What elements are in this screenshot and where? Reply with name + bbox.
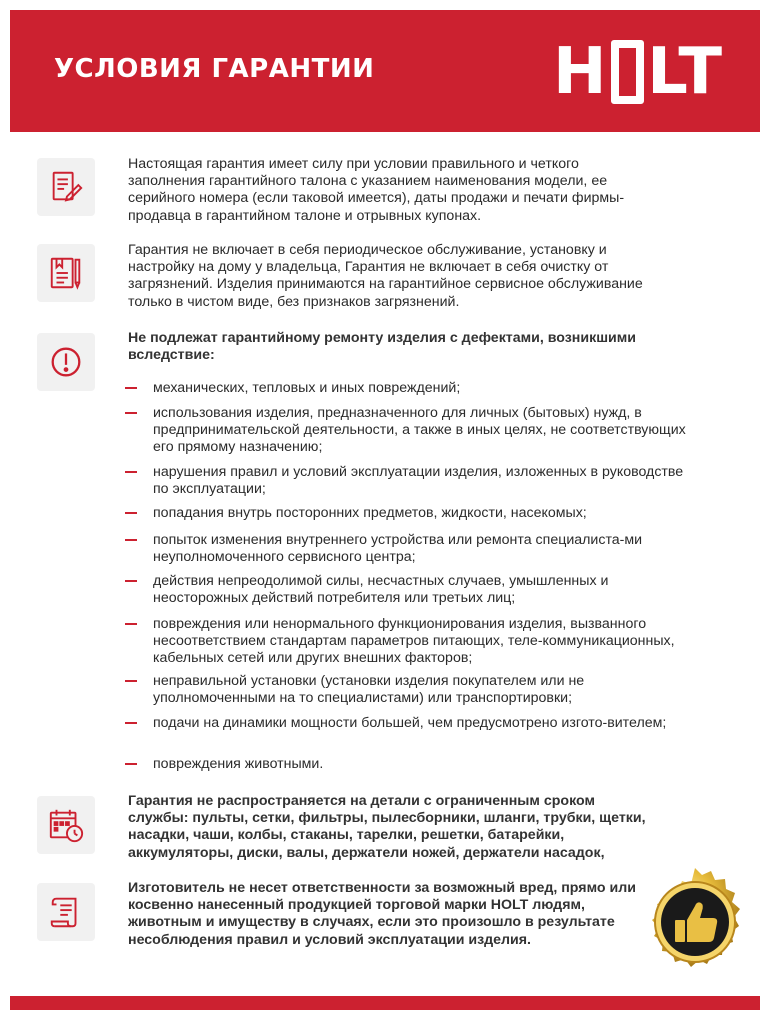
list-dash <box>125 580 137 582</box>
header-banner <box>10 10 760 132</box>
list-dash <box>125 512 137 514</box>
quality-seal <box>637 866 753 982</box>
section-consumables <box>37 793 677 866</box>
calendar-clock-icon <box>37 796 95 854</box>
holt-logo: H LT <box>553 35 723 109</box>
section-exclusions <box>37 244 677 314</box>
list-dash <box>125 412 137 414</box>
list-dash <box>125 680 137 682</box>
footer-bar <box>10 996 760 1010</box>
list-dash <box>125 387 137 389</box>
list-dash <box>125 539 137 541</box>
logo-o-mark <box>611 40 645 104</box>
list-dash <box>125 722 137 724</box>
list-dash <box>125 471 137 473</box>
list-dash <box>125 763 137 765</box>
section-validity <box>37 158 677 228</box>
page-title: УСЛОВИЯ ГАРАНТИИ <box>54 54 375 84</box>
section-text: Изготовитель не несет ответственности за возможный вред, прямо или косвенно нанесенный продукцией торговой марки HOLT людям, животным и имуществу в случаях, если это произошло в результате несоблюдения правил и условий эксплуатации изделия. <box>128 880 636 948</box>
section-text: Гарантия не включает в себя периодическое обслуживание, установку и настройку на дому у владельца, Гарантия не включает в себя очистку от загрязнений. Изделия принимаются на гарантийное сервисное обслуживание только в чистом виде, без признаков загрязнений. <box>128 242 643 310</box>
section-text: Гарантия не распространяется на детали с ограниченным сроком службы: пульты, сетки, фильтры, пылесборники, шланги, трубки, щетки, насадки, чаши, колбы, стаканы, тарелки, решетки, батарейки, аккумуляторы, диски, валы, держатели ножей, держатели насадок, <box>128 793 646 861</box>
scroll-document-icon <box>37 883 95 941</box>
section-liability <box>37 880 677 953</box>
exclamation-circle-icon <box>37 333 95 391</box>
document-pen-icon <box>37 158 95 216</box>
section-text: Не подлежат гарантийному ремонту изделия с дефектами, возникшими вследствие: <box>128 330 636 364</box>
list-dash <box>125 623 137 625</box>
section-text: Настоящая гарантия имеет силу при условии правильного и четкого заполнения гарантийного талона с указанием наименования модели, ее серийного номера (если таковой имеется), даты продажи и печати фирмы-продавца в гарантийном талоне и отрывных купонах. <box>128 156 625 224</box>
document-pencil-icon <box>37 244 95 302</box>
